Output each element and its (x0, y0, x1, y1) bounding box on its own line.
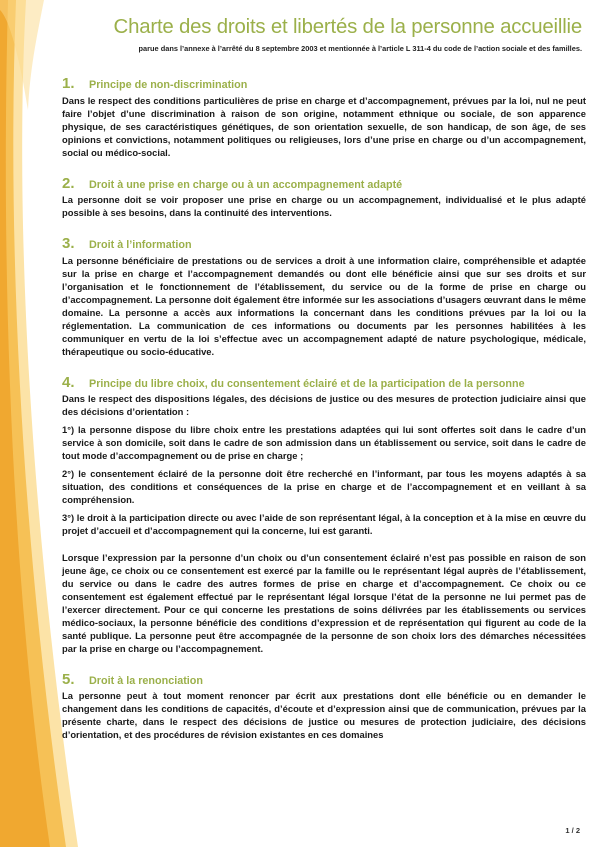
section-non-discrimination (62, 74, 586, 160)
section-title: Droit à une prise en charge ou à un accompagnement adapté (89, 178, 403, 191)
section-closing: Lorsque l’expression par la personne d’un choix ou d’un consentement éclairé n’est pas possible en raison de son jeune âge, ce choix ou ce consentement est exercé par la famille ou le représentant légal auprès de l’établissement, du service ou dans le cadre des autres formes de prise en charge et d’accompagnement. Ce choix ou ce consentement est également effectué par le représentant légal lorsque l’état de la personne ne lui permet pas de l’exercer directement. Pour ce qui concerne les prestations de soins délivrées par les établissements ou services médico-sociaux, la personne bénéficie des conditions d’expression et de représentation qui figurent au code de la santé publique. La personne peut être accompagnée de la personne de son choix lors des démarches nécessitées par la prise en charge ou l’accompagnement. (62, 551, 586, 654)
section-paragraph: La personne doit se voir proposer une prise en charge ou un accompagnement, individualisé et le plus adapté possible à ses besoins, dans la continuité des interventions. (62, 194, 586, 219)
section-heading (62, 234, 586, 255)
section-number: 2. (62, 174, 75, 192)
section-paragraph: Dans le respect des conditions particulières de prise en charge et d’accompagnement, prévues par la loi, nul ne peut faire l’objet d’une discrimination à raison de son origine, notamment ethnique ou sociale, de son apparence physique, de ses caractéristiques génétiques, de son orientation sexuelle, de son handicap, de son âge, de ses opinions et convictions, notamment politiques ou religieuses, lors d’une prise en charge ou d’un accompagnement, social ou médico-social. (62, 94, 586, 158)
section-number: 1. (62, 75, 75, 92)
section-title: Principe du libre choix, du consentement éclairé et de la participation de la personne (89, 377, 525, 390)
page-title: Charte des droits et libertés de la personne accueillie (113, 16, 582, 38)
section-libre-choix (62, 373, 586, 656)
list-item: 1°) la personne dispose du libre choix entre les prestations adaptées qui lui sont offertes soit dans le cadre d’un service à son domicile, soit dans le cadre de son admission dans un établissement ou service, soit dans le cadre de tout mode d’accompagnement ou de prise en charge ; (62, 424, 586, 462)
page-number: 1 / 2 (565, 826, 580, 835)
section-heading (62, 373, 586, 394)
section-heading (62, 174, 586, 195)
section-renonciation (62, 670, 586, 743)
charter-content (62, 70, 586, 742)
section-information (62, 234, 586, 358)
section-prise-en-charge (62, 174, 586, 221)
section-paragraph: La personne bénéficiaire de prestations ou de services a droit à une information claire, compréhensible et adaptée sur la prise en charge et l’accompagnement demandés ou dont elle bénéficie ainsi que sur ses droits et sur l’organisation et le fonctionnement de l’établissement, du service ou de la forme de prise en charge ou d’accompagnement. La personne doit également être informée sur les associations d’usagers œuvrant dans le même domaine. La personne a accès aux informations la concernant dans les conditions prévues par la loi ou la réglementation. La communication de ces informations ou documents par les personnes habilitées à les communiquer en vertu de la loi s’effectue avec un accompagnement adapté de nature psychologique, médicale, thérapeutique ou socio-éducative. (62, 254, 586, 357)
section-title: Principe de non-discrimination (89, 79, 248, 91)
section-number: 3. (62, 235, 75, 253)
section-title: Droit à la renonciation (89, 674, 203, 687)
section-paragraph: La personne peut à tout moment renoncer par écrit aux prestations dont elle bénéficie ou en demander le changement dans les conditions de capacités, d’écoute et d’expression ainsi que de communication, prévues par la présente charte, dans le respect des décisions de justice ou mesures de protection judiciaire, des décisions d’orientation, et des procédures de révision existantes en ces domaines (62, 690, 586, 741)
list-item: 2°) le consentement éclairé de la personne doit être recherché en l’informant, par tous les moyens adaptés à sa situation, des conditions et conséquences de la prise en charge et de l’accompagnement et en veillant à sa compréhension. (62, 468, 586, 506)
section-number: 5. (62, 670, 75, 688)
section-intro: Dans le respect des dispositions légales, des décisions de justice ou des mesures de protection judiciaire ainsi que des décisions d’orientation : (62, 393, 586, 418)
section-heading (62, 670, 586, 691)
section-heading (62, 74, 586, 95)
section-title: Droit à l’information (89, 239, 192, 252)
section-number: 4. (62, 373, 75, 391)
list-item: 3°) le droit à la participation directe ou avec l’aide de son représentant légal, à la conception et à la mise en œuvre du projet d’accueil et d’accompagnement qui la concerne, lui est garanti. (62, 512, 586, 536)
page-subtitle: parue dans l’annexe à l’arrêté du 8 septembre 2003 et mentionnée à l’article L 311-4 du code de l’action sociale et des familles. (138, 44, 582, 53)
